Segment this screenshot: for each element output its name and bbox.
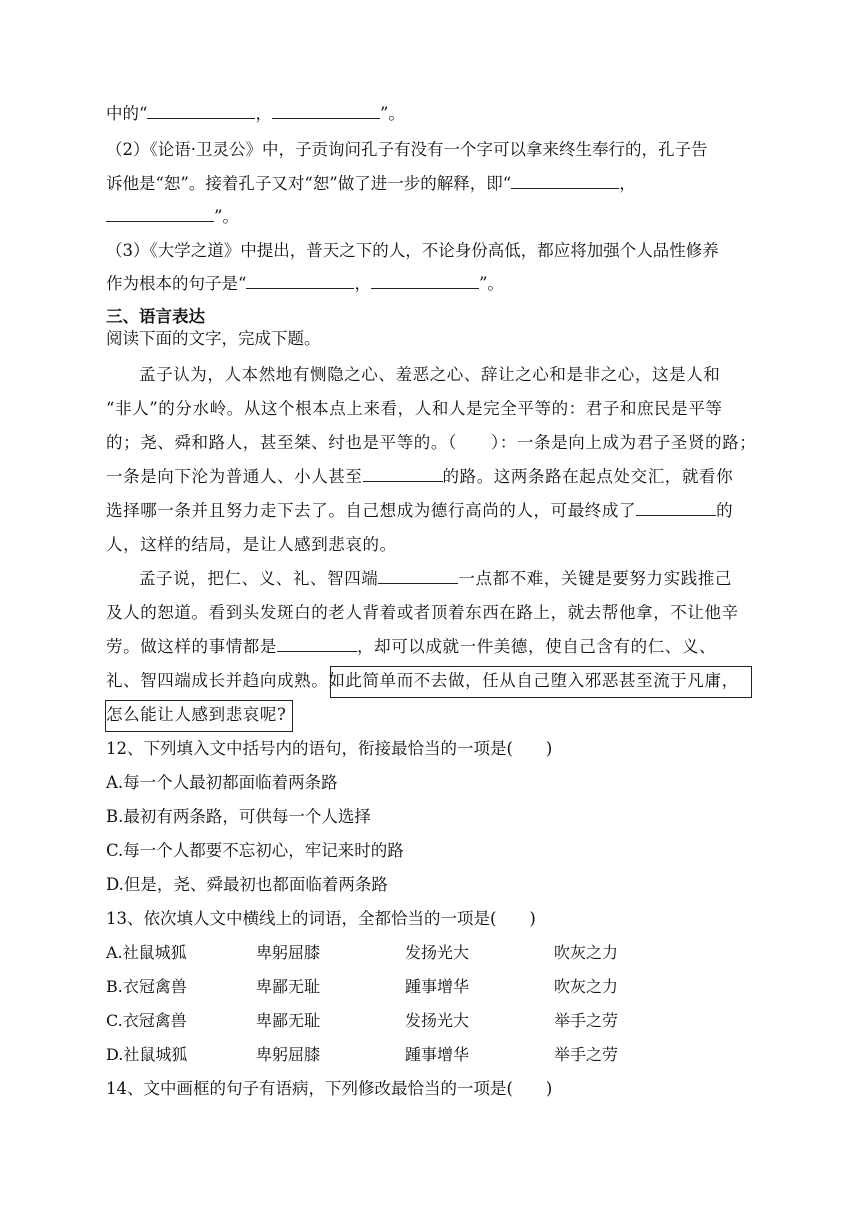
text: 劳。做这样的事情都是 — [106, 637, 277, 656]
option-cell: 举手之劳 — [554, 1045, 619, 1064]
passage-p2-line-1 — [139, 568, 732, 590]
text: 选择哪一条并且努力走下去了。自己想成为德行高尚的人，可最终成了 — [106, 501, 637, 520]
boxed-sentence-frame-1 — [330, 666, 752, 698]
option-cell: 卑鄙无耻 — [256, 977, 321, 996]
text: ”。 — [214, 207, 239, 226]
text: 一条是向下沦为普通人、小人甚至 — [106, 467, 363, 486]
text: 中的“ — [106, 104, 148, 123]
passage-p1-line-3: 的；尧、舜和路人，甚至桀、纣也是平等的。（ ）：一条是向上成为君子圣贤的路； — [106, 433, 757, 452]
answer-blank[interactable] — [378, 568, 458, 584]
option-cell: D.社鼠城狐 — [106, 1045, 188, 1064]
q12-stem: 12、下列填入文中括号内的语句，衔接最恰当的一项是( ) — [106, 739, 553, 758]
section-instruction: 阅读下面的文字，完成下题。 — [106, 329, 321, 348]
answer-blank[interactable] — [511, 173, 619, 189]
answer-blank[interactable] — [106, 206, 214, 222]
passage-p1-line-6: 人，这样的结局，是让人感到悲哀的。 — [106, 535, 397, 554]
option-cell: 踵事增华 — [405, 1045, 470, 1064]
passage-p2-line-5: 怎么能让人感到悲哀呢? — [106, 705, 287, 724]
q12-option-c[interactable]: C.每一个人都要不忘初心，牢记来时的路 — [106, 841, 404, 860]
text: ， — [354, 274, 371, 293]
option-cell: 发扬光大 — [405, 943, 470, 962]
answer-blank[interactable] — [272, 103, 380, 119]
text: 诉他是“恕”。接着孔子又对“恕”做了进一步的解释，即“ — [106, 174, 512, 193]
answer-blank[interactable] — [147, 103, 255, 119]
option-cell: 卑躬屈膝 — [256, 943, 321, 962]
q14-stem: 14、文中画框的句子有语病，下列修改最恰当的一项是( ) — [106, 1079, 553, 1098]
option-cell: A.社鼠城狐 — [106, 943, 187, 962]
text: 一点都不难，关键是要努力实践推己 — [458, 569, 733, 588]
q13-stem: 13、依次填人文中横线上的词语，全都恰当的一项是( ) — [106, 909, 536, 928]
prev-q-line-1 — [106, 103, 405, 125]
q3-line-1: （3）《大学之道》中提出，普天之下的人，不论身份高低，都应将加强个人品性修养 — [106, 241, 719, 260]
q2-line-2 — [106, 173, 636, 195]
option-cell: B.衣冠禽兽 — [106, 977, 187, 996]
option-cell: 踵事增华 — [405, 977, 470, 996]
text: 孟子说，把仁、义、礼、智四端 — [139, 569, 379, 588]
answer-blank[interactable] — [277, 636, 357, 652]
text: ，却可以成就一件美德，使自己含有的仁、义、 — [357, 637, 717, 656]
option-cell: 发扬光大 — [405, 1011, 470, 1030]
q3-line-2 — [106, 273, 504, 295]
answer-blank[interactable] — [246, 273, 354, 289]
passage-p1-line-5 — [106, 500, 733, 522]
text: ”。 — [379, 104, 405, 123]
option-cell: C.衣冠禽兽 — [106, 1011, 187, 1030]
text: 礼、智四端成长并趋向成熟。 — [106, 671, 329, 690]
option-cell: 吹灰之力 — [554, 977, 619, 996]
q12-option-b[interactable]: B.最初有两条路，可供每一个人选择 — [106, 807, 371, 826]
answer-blank[interactable] — [363, 466, 443, 482]
q12-option-d[interactable]: D.但是，尧、舜最初也都面临着两条路 — [106, 875, 388, 894]
passage-p2-line-2: 及人的恕道。看到头发斑白的老人背着或者顶着东西在路上，就去帮他拿，不让他辛 — [106, 603, 739, 622]
option-cell: 吹灰之力 — [554, 943, 619, 962]
option-cell: 举手之劳 — [554, 1011, 619, 1030]
text: ， — [255, 104, 272, 123]
text: ， — [619, 174, 636, 193]
q12-option-a[interactable]: A.每一个人最初都面临着两条路 — [106, 773, 338, 792]
passage-p1-line-4 — [106, 466, 733, 488]
q2-line-1: （2）《论语·卫灵公》中，子贡询问孔子有没有一个字可以拿来终生奉行的，孔子告 — [106, 140, 708, 159]
text: 的路。这两条路在起点处交汇，就看你 — [442, 467, 734, 486]
section-title: 三、语言表达 — [106, 307, 205, 326]
text: 的 — [716, 501, 734, 520]
passage-p2-line-3 — [106, 636, 716, 658]
answer-blank[interactable] — [371, 273, 479, 289]
text: 作为根本的句子是“ — [106, 274, 247, 293]
option-cell: 卑躬屈膝 — [256, 1045, 321, 1064]
q2-line-3 — [106, 206, 239, 228]
text: ”。 — [478, 274, 504, 293]
passage-p1-line-2: “非人”的分水岭。从这个根本点上来看，人和人是完全平等的：君子和庶民是平等 — [106, 399, 723, 418]
answer-blank[interactable] — [636, 500, 716, 516]
option-cell: 卑鄙无耻 — [256, 1011, 321, 1030]
boxed-sentence-frame-2 — [105, 700, 293, 732]
passage-p1-line-1: 孟子认为，人本然地有恻隐之心、羞恶之心、辞让之心和是非之心，这是人和 — [139, 365, 721, 384]
boxed-sentence-part-1: 如此简单而不去做，任从自己堕入邪恶甚至流于凡庸， — [328, 671, 739, 690]
